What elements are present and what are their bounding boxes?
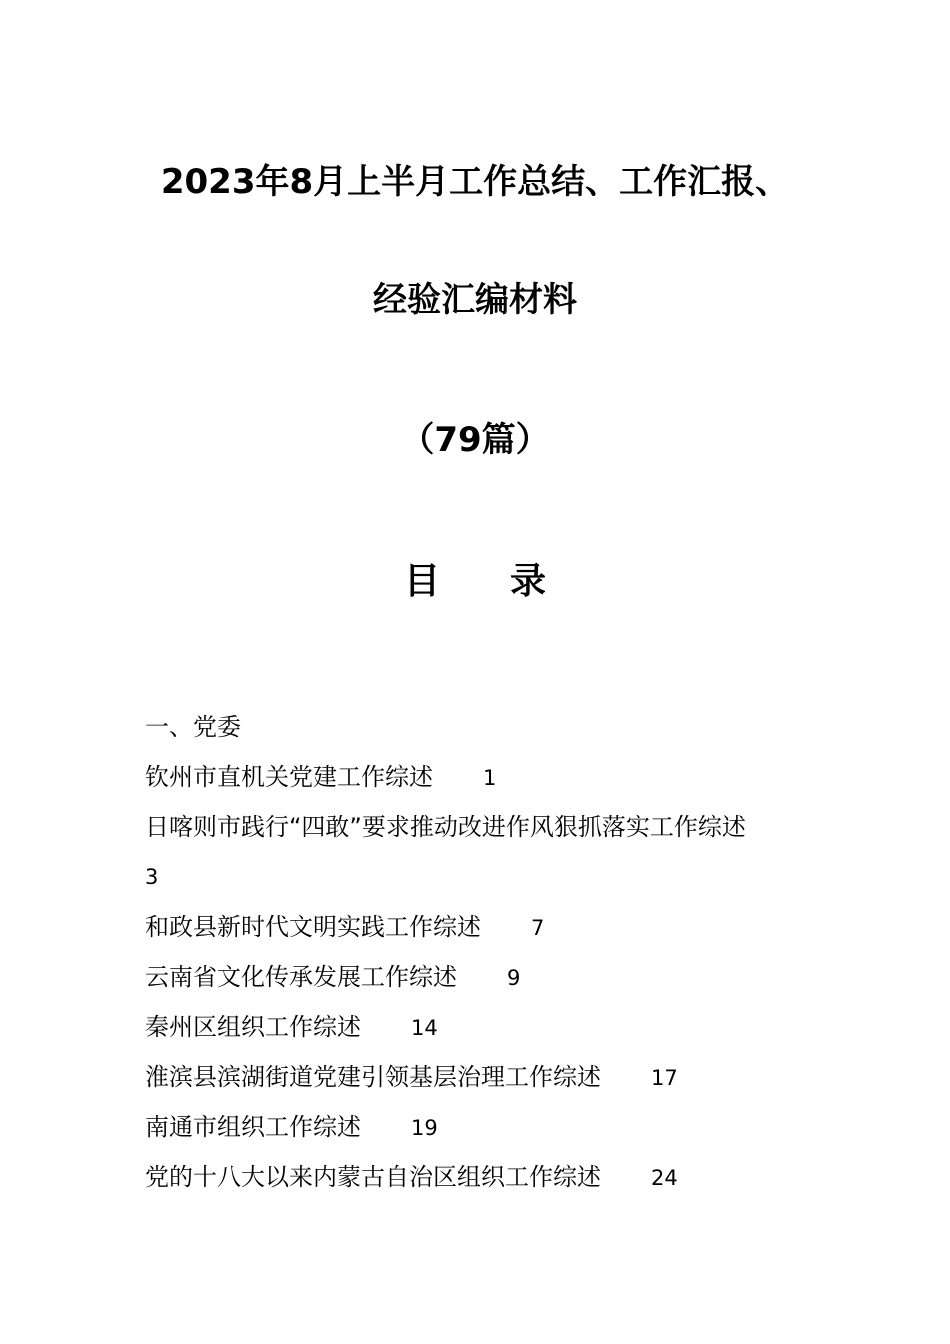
- toc-entry-title: 党的十八大以来内蒙古自治区组织工作综述: [145, 1163, 601, 1191]
- toc-entry-page: 14: [411, 1016, 438, 1040]
- toc-entry-page: 1: [483, 766, 497, 790]
- toc-entry-title: 南通市组织工作综述: [145, 1113, 361, 1141]
- toc-entry-title: 秦州区组织工作综述: [145, 1013, 361, 1041]
- toc-entry-title: 钦州市直机关党建工作综述: [145, 763, 433, 791]
- document-title-line-1: 2023年8月上半月工作总结、工作汇报、: [160, 162, 790, 202]
- toc-entry-page: 17: [651, 1066, 678, 1090]
- toc-entry-page: 7: [531, 916, 545, 940]
- toc-entry-title: 日喀则市践行“四敢”要求推动改进作风狠抓落实工作综述: [145, 813, 746, 841]
- toc-entry[interactable]: [145, 902, 845, 952]
- toc-entry-title: 云南省文化传承发展工作综述: [145, 963, 457, 991]
- toc-entry-page: 3: [145, 865, 159, 889]
- toc-entry[interactable]: [145, 1002, 845, 1052]
- toc-entry[interactable]: [145, 1052, 845, 1102]
- table-of-contents: [145, 702, 845, 1202]
- toc-entry[interactable]: [145, 802, 845, 902]
- toc-entry[interactable]: [145, 1102, 845, 1152]
- toc-heading: 目录: [403, 561, 616, 602]
- toc-entry-title: 淮滨县滨湖街道党建引领基层治理工作综述: [145, 1063, 601, 1091]
- toc-entry[interactable]: [145, 1152, 845, 1202]
- toc-section-heading: 一、党委: [145, 713, 241, 741]
- document-title-line-2: 经验汇编材料: [373, 280, 577, 320]
- toc-entry[interactable]: [145, 952, 845, 1002]
- toc-entry-page: 19: [411, 1116, 438, 1140]
- toc-entry-title: 和政县新时代文明实践工作综述: [145, 913, 481, 941]
- toc-entry[interactable]: [145, 752, 845, 802]
- article-count: （79篇）: [400, 420, 550, 460]
- toc-entry-page: 24: [651, 1166, 678, 1190]
- toc-entry-page: 9: [507, 966, 521, 990]
